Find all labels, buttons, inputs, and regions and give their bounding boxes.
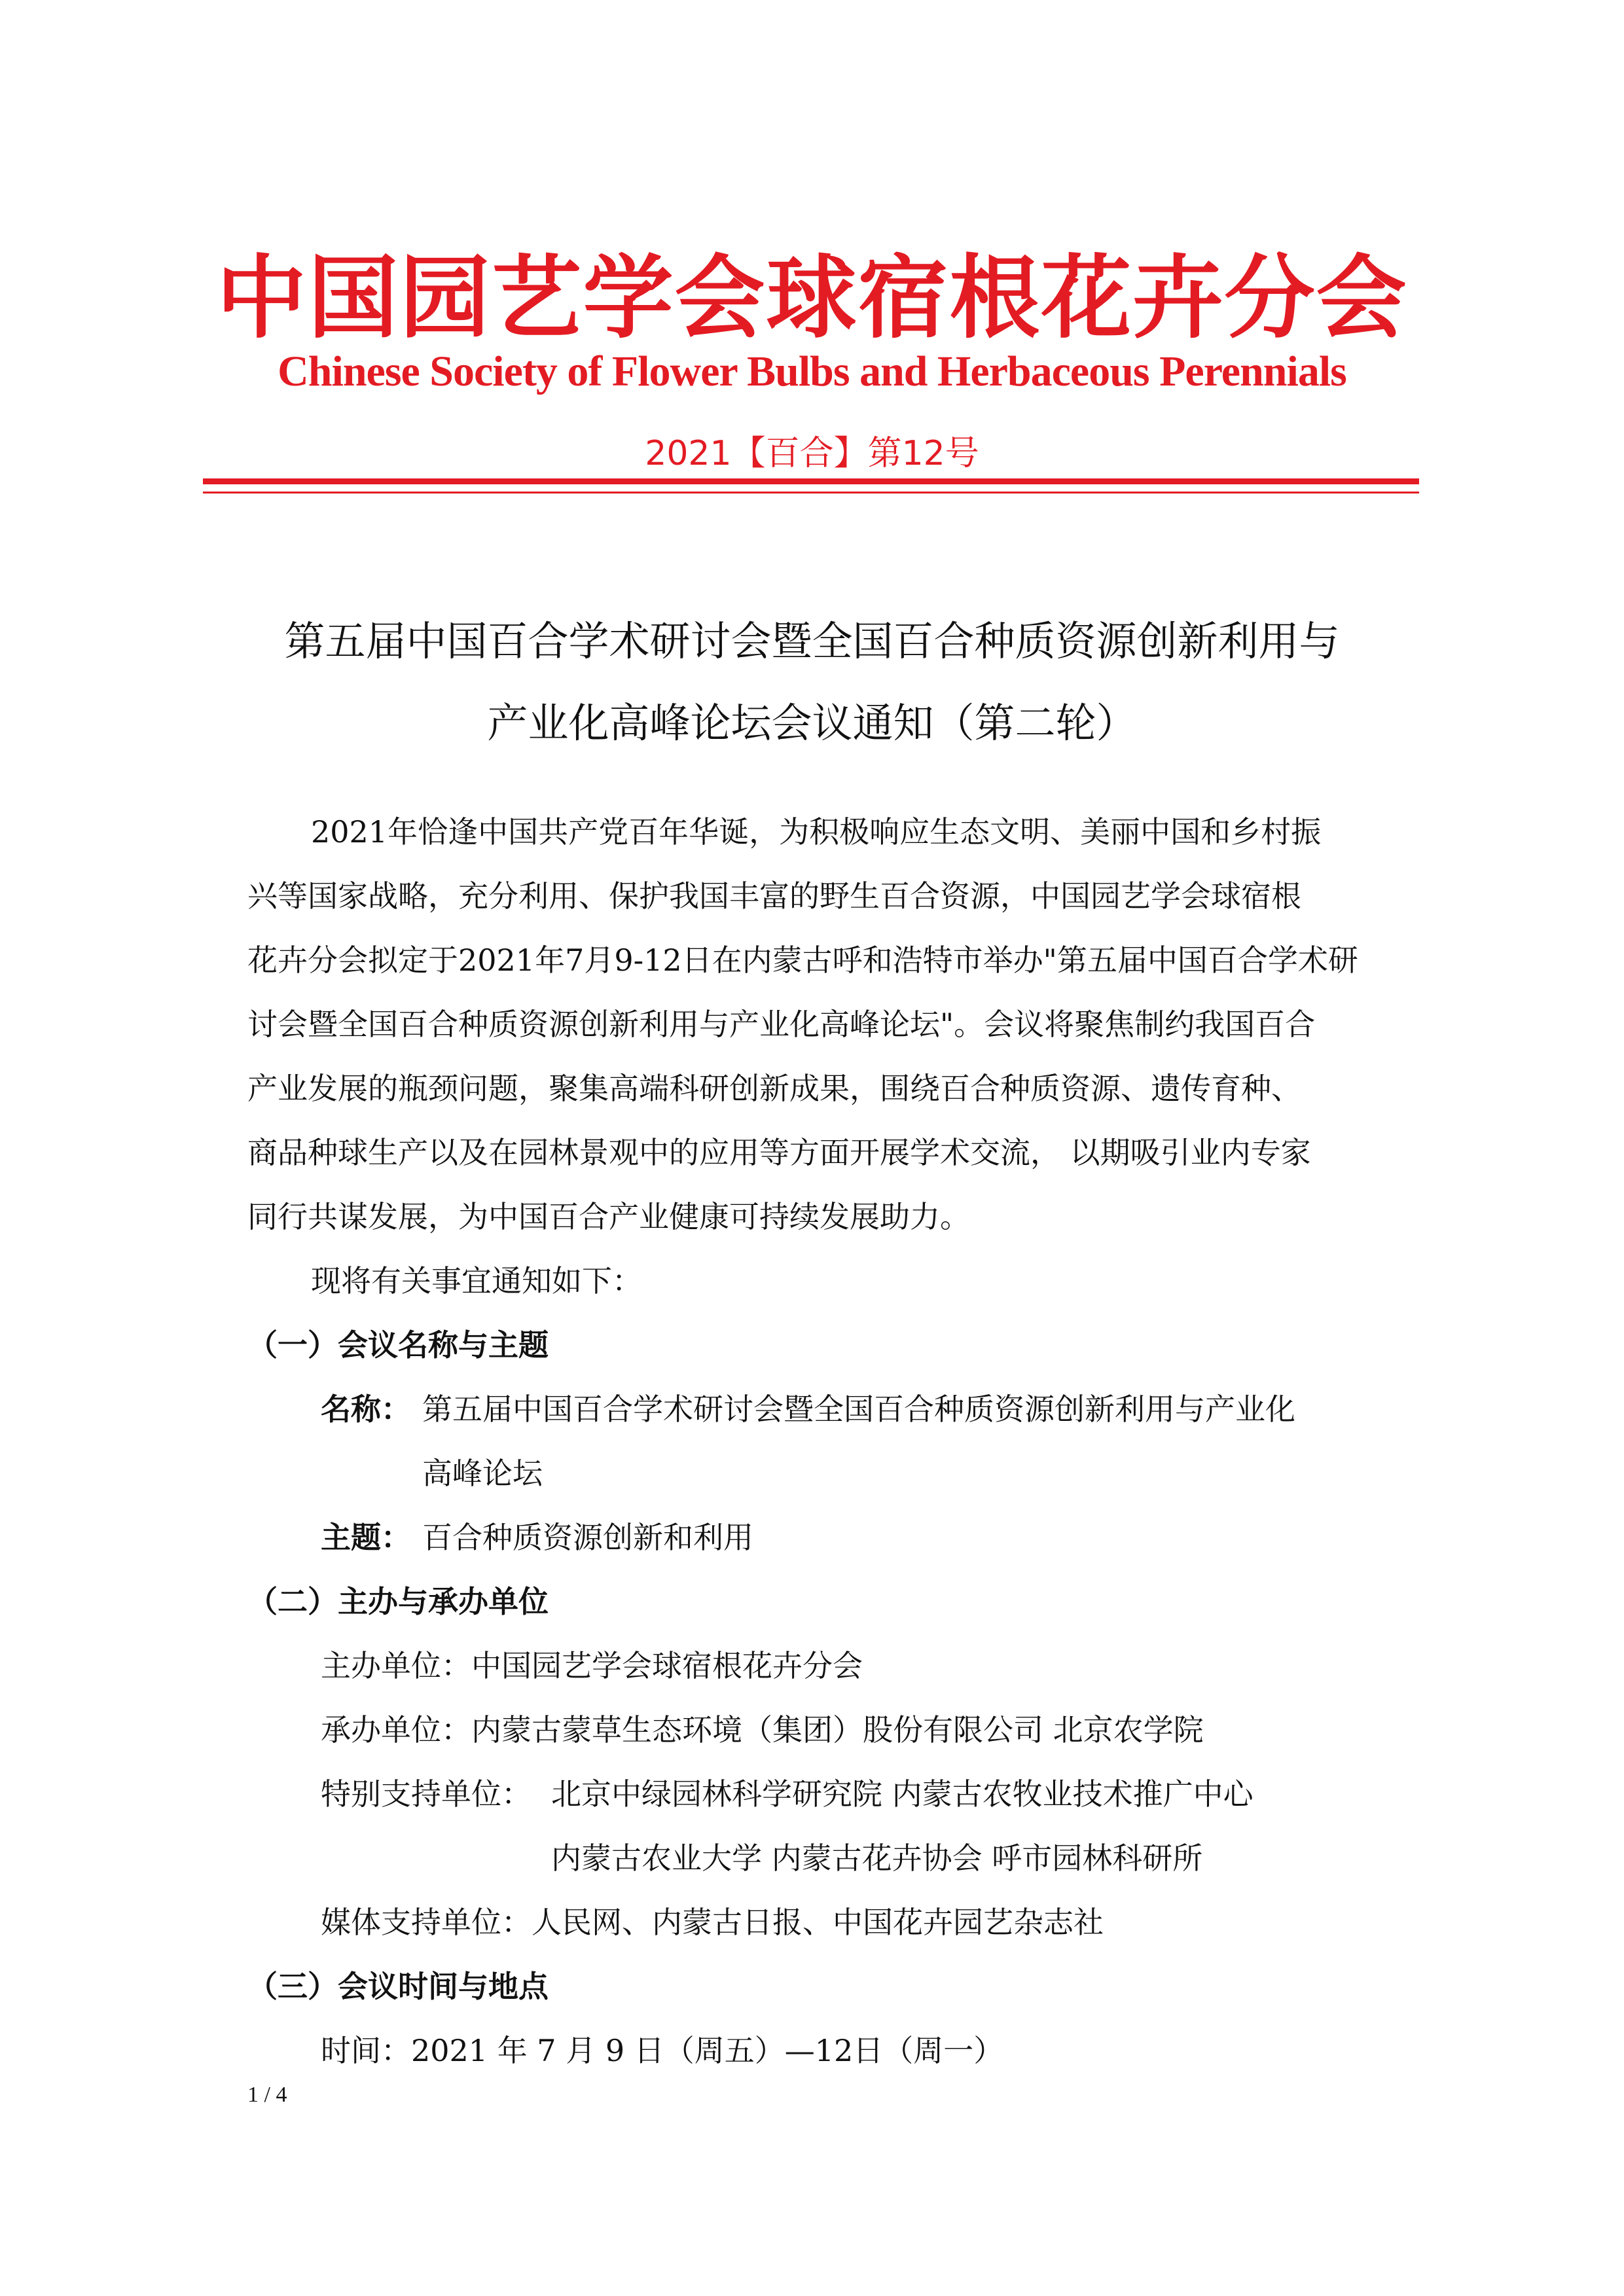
name-value-line1: 第五届中国百合学术研讨会暨全国百合种质资源创新利用与产业化 (422, 1391, 1295, 1427)
theme-value: 百合种质资源创新和利用 (422, 1520, 753, 1555)
theme-label: 主题： (321, 1520, 411, 1555)
header-divider-thin (203, 492, 1419, 493)
intro-line-6: 商品种球生产以及在园林景观中的应用等方面开展学术交流， 以期吸引业内专家 (247, 1135, 1311, 1170)
intro-line-3: 花卉分会拟定于2021年7月9-12日在内蒙古呼和浩特市举办"第五届中国百合学术研 (247, 942, 1358, 978)
page-number: 1 / 4 (247, 2083, 287, 2107)
organization-name-cn: 中国园艺学会球宿根花卉分会 (216, 245, 1408, 351)
special-support-line2: 内蒙古农业大学 内蒙古花卉协会 呼市园林科研所 (551, 1840, 1203, 1876)
document-title-line1: 第五届中国百合学术研讨会暨全国百合种质资源创新利用与 (284, 617, 1340, 665)
intro-line-1: 2021年恰逢中国共产党百年华诞，为积极响应生态文明、美丽中国和乡村振 (311, 814, 1322, 850)
notice-line: 现将有关事宜通知如下： (311, 1263, 642, 1299)
document-number: 2021【百合】第12号 (645, 434, 979, 473)
name-value-line2: 高峰论坛 (422, 1456, 543, 1491)
organization-name-en: Chinese Society of Flower Bulbs and Herbaceous Perennials (278, 348, 1346, 395)
intro-line-7: 同行共谋发展，为中国百合产业健康可持续发展助力。 (247, 1199, 970, 1234)
intro-line-2: 兴等国家战略，充分利用、保护我国丰富的野生百合资源，中国园艺学会球宿根 (247, 878, 1301, 914)
document-title-line2: 产业化高峰论坛会议通知（第二轮） (487, 699, 1137, 747)
intro-line-4: 讨会暨全国百合种质资源创新利用与产业化高峰论坛"。会议将聚焦制约我国百合 (247, 1007, 1316, 1042)
name-label: 名称： (321, 1391, 411, 1427)
media-support-unit: 媒体支持单位：人民网、内蒙古日报、中国花卉园艺杂志社 (321, 1905, 1104, 1940)
intro-line-5: 产业发展的瓶颈问题，聚集高端科研创新成果，围绕百合种质资源、遗传育种、 (247, 1071, 1301, 1106)
header-divider-thick (203, 478, 1419, 484)
section-1-heading: （一）会议名称与主题 (247, 1327, 549, 1363)
special-support-line1: 北京中绿园林科学研究院 内蒙古农牧业技术推广中心 (551, 1776, 1254, 1812)
meeting-time: 时间：2021 年 7 月 9 日（周五）—12日（周一） (321, 2033, 1004, 2068)
section-2-heading: （二）主办与承办单位 (247, 1584, 549, 1619)
organizer-unit: 承办单位：内蒙古蒙草生态环境（集团）股份有限公司 北京农学院 (321, 1712, 1204, 1748)
special-support-label: 特别支持单位： (321, 1776, 532, 1812)
host-unit: 主办单位：中国园艺学会球宿根花卉分会 (321, 1648, 863, 1683)
section-3-heading: （三）会议时间与地点 (247, 1969, 549, 2004)
